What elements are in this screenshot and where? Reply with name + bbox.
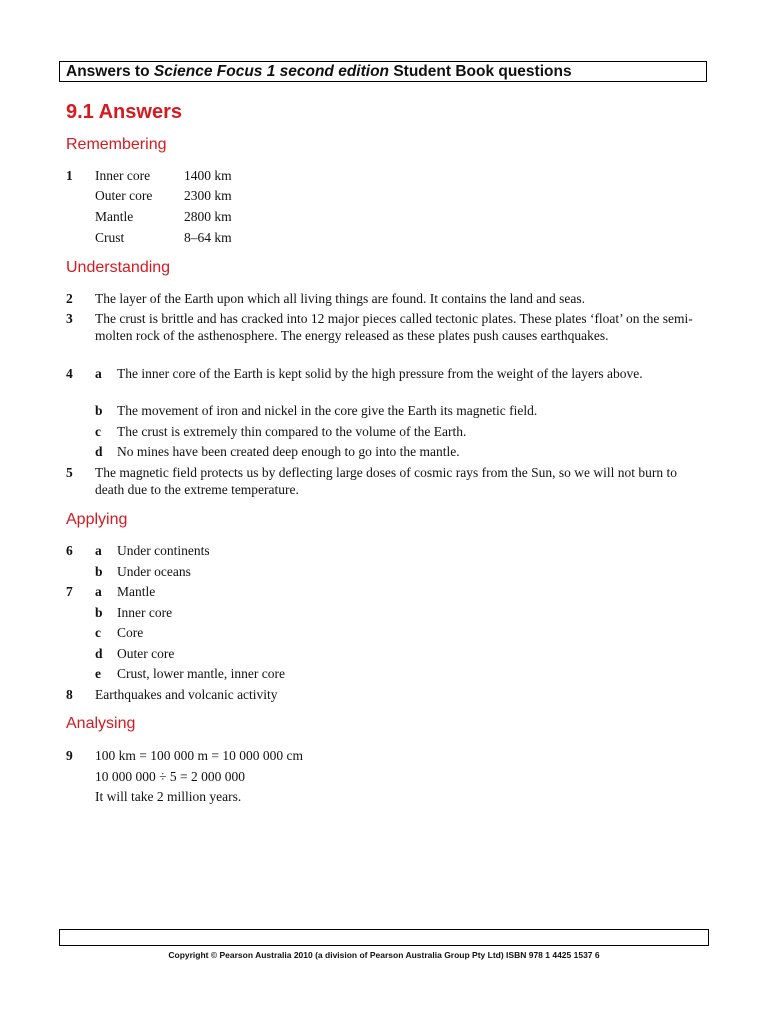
header-book-title: Science Focus 1 second edition xyxy=(153,63,390,80)
heading-applying: Applying xyxy=(66,511,128,528)
q4-part-a-text: The inner core of the Earth is kept solid by the high pressure from the weight of the layers above. xyxy=(117,366,643,381)
q9-line-2: 10 000 000 ÷ 5 = 2 000 000 xyxy=(95,769,246,784)
question-number-8: 8 xyxy=(66,687,73,702)
q7-part-b-letter: b xyxy=(95,605,103,620)
q4-part-b-text: The movement of iron and nickel in the core give the Earth its magnetic field. xyxy=(117,403,538,418)
heading-understanding: Understanding xyxy=(66,259,171,276)
q1-value-crust: 8–64 km xyxy=(184,230,232,245)
q7-part-b-text: Inner core xyxy=(117,605,173,620)
q6-part-a-text: Under continents xyxy=(117,543,210,558)
answer-8: Earthquakes and volcanic activity xyxy=(95,687,278,702)
header-prefix: Answers to xyxy=(66,63,154,80)
q7-part-e-text: Crust, lower mantle, inner core xyxy=(117,666,285,681)
q7-part-a-text: Mantle xyxy=(117,584,156,599)
q1-layer-mantle: Mantle xyxy=(95,209,134,224)
q4-part-d-letter: d xyxy=(95,444,103,459)
header-suffix: Student Book questions xyxy=(389,63,572,80)
heading-analysing: Analysing xyxy=(66,715,136,732)
page-header xyxy=(59,61,707,82)
question-number-1: 1 xyxy=(66,168,73,183)
q4-part-a-letter: a xyxy=(95,366,102,381)
copyright-notice: Copyright © Pearson Australia 2010 (a division of Pearson Australia Group Pty Ltd) ISBN 978 1 4425 1537 6 xyxy=(168,950,600,960)
q7-part-c-letter: c xyxy=(95,625,101,640)
q1-value-inner-core: 1400 km xyxy=(184,168,232,183)
q4-part-c-text: The crust is extremely thin compared to the volume of the Earth. xyxy=(117,424,467,439)
answer-2: The layer of the Earth upon which all living things are found. It contains the land and seas. xyxy=(95,291,585,306)
footer-box xyxy=(59,929,709,946)
q9-line-3: It will take 2 million years. xyxy=(95,789,242,804)
question-number-5: 5 xyxy=(66,465,73,480)
question-number-4: 4 xyxy=(66,366,73,381)
question-number-7: 7 xyxy=(66,584,73,599)
answer-5: The magnetic field protects us by deflecting large doses of cosmic rays from the Sun, so we will not burn to death due to the extreme temperature. xyxy=(95,465,677,497)
question-number-2: 2 xyxy=(66,291,73,306)
page-title: 9.1 Answers xyxy=(66,101,182,123)
q1-value-outer-core: 2300 km xyxy=(184,188,232,203)
q1-layer-inner-core: Inner core xyxy=(95,168,151,183)
q7-part-d-text: Outer core xyxy=(117,646,175,661)
q9-line-1: 100 km = 100 000 m = 10 000 000 cm xyxy=(95,748,303,763)
q1-layer-outer-core: Outer core xyxy=(95,188,153,203)
q6-part-b-letter: b xyxy=(95,564,103,579)
q4-part-b-letter: b xyxy=(95,403,103,418)
q7-part-c-text: Core xyxy=(117,625,144,640)
question-number-6: 6 xyxy=(66,543,73,558)
q6-part-a-letter: a xyxy=(95,543,102,558)
q6-part-b-text: Under oceans xyxy=(117,564,191,579)
q7-part-a-letter: a xyxy=(95,584,102,599)
q7-part-e-letter: e xyxy=(95,666,101,681)
answer-3: The crust is brittle and has cracked into 12 major pieces called tectonic plates. These plates ‘float’ on the semi- molten rock of the asthenosphere. The energy released as these plates push causes earthquakes. xyxy=(95,311,693,343)
q4-part-c-letter: c xyxy=(95,424,101,439)
q1-value-mantle: 2800 km xyxy=(184,209,232,224)
q7-part-d-letter: d xyxy=(95,646,103,661)
heading-remembering: Remembering xyxy=(66,136,167,153)
question-number-9: 9 xyxy=(66,748,73,763)
q4-part-d-text: No mines have been created deep enough to go into the mantle. xyxy=(117,444,460,459)
q1-layer-crust: Crust xyxy=(95,230,125,245)
question-number-3: 3 xyxy=(66,311,73,326)
